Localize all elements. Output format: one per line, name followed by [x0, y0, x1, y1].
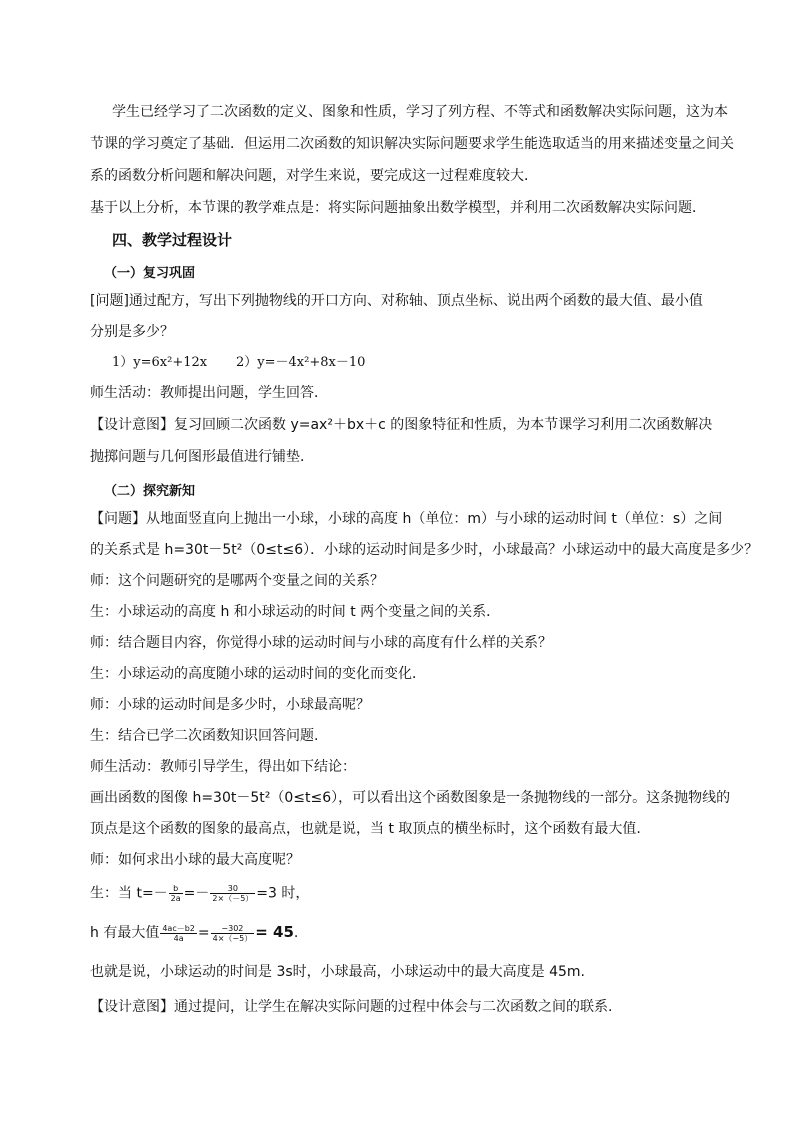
paragraph-line: 【设计意图】复习回顾二次函数 y=ax²＋bx＋c 的图象特征和性质，为本节课学习利用二次函数解决 [90, 417, 713, 433]
formula-text: . [293, 925, 299, 941]
formula-text: =－ [183, 885, 210, 902]
dialogue-line: 师：结合题目内容，你觉得小球的运动时间与小球的高度有什么样的关系？ [90, 635, 552, 651]
subsection-heading: （一）复习巩固 [104, 266, 196, 281]
formula-text: =3 时， [256, 885, 310, 902]
fraction [169, 884, 183, 903]
formula-line-h [90, 923, 710, 943]
fraction [210, 884, 255, 903]
dialogue-line: 师：这个问题研究的是哪两个变量之间的关系？ [90, 573, 384, 589]
paragraph-line: 的关系式是 h=30t－5t²（0≤t≤6）．小球的运动时间是多少时，小球最高？小球运动中的最大高度是多少？ [90, 542, 759, 558]
fraction-numerator: b [169, 884, 183, 894]
paragraph-line: 【设计意图】通过提问，让学生在解决实际问题的过程中体会与二次函数之间的联系. [90, 999, 613, 1015]
formula-text: h 有最大值 [90, 925, 160, 941]
exercise-1: 1）y=6x²+12x [112, 355, 208, 370]
paragraph-line: [问题]通过配方，写出下列抛物线的开口方向、对称轴、顶点坐标、说出两个函数的最大值、最小值 [90, 293, 703, 309]
paragraph-line: 学生已经学习了二次函数的定义、图象和性质，学习了列方程、不等式和函数解决实际问题，这为本 [112, 104, 728, 120]
paragraph-line: 画出函数的图像 h=30t－5t²（0≤t≤6），可以看出这个函数图象是一条抛物线的一部分。这条抛物线的 [90, 790, 731, 806]
formula-text: 生：当 t=－ [90, 885, 168, 902]
paragraph-line: 师生活动：教师引导学生，得出如下结论： [90, 759, 356, 775]
section-heading: 四、教学过程设计 [112, 231, 233, 249]
fraction-denominator: 2a [170, 894, 181, 903]
paragraph-line: 节课的学习奠定了基础．但运用二次函数的知识解决实际问题要求学生能选取适当的用来描述变量之间关 [90, 136, 734, 152]
fraction-denominator: 4a [173, 933, 184, 943]
paragraph-line: 系的函数分析问题和解决问题，对学生来说，要完成这一过程难度较大． [90, 168, 538, 184]
fraction [211, 924, 255, 943]
dialogue-line: 师：小球的运动时间是多少时，小球最高呢？ [90, 697, 370, 713]
paragraph-line: 基于以上分析，本节课的教学难点是：将实际问题抽象出数学模型，并利用二次函数解决实际问题． [90, 200, 706, 216]
fraction [160, 924, 197, 943]
fraction-denominator: 2×（－5） [212, 894, 254, 903]
paragraph-line: 【问题】从地面竖直向上抛出一小球，小球的高度 h（单位：m）与小球的运动时间 t（单位：s）之间 [90, 511, 723, 527]
formula-result: = 45 [255, 923, 294, 941]
paragraph-line: 分别是多少？ [90, 324, 174, 340]
dialogue-line: 师：如何求出小球的最大高度呢？ [90, 852, 300, 868]
fraction-numerator: −302 [211, 924, 255, 934]
fraction-numerator: 4ac－b2 [162, 923, 195, 933]
exercise-2: 2）y=－4x²+8x－10 [236, 355, 366, 370]
formula-line-t [90, 884, 710, 903]
subsection-heading: （二）探究新知 [104, 484, 196, 499]
paragraph-line: 抛掷问题与几何图形最值进行铺垫． [90, 449, 314, 465]
fraction-denominator: 4×（−5） [212, 933, 253, 943]
dialogue-line: 生：小球运动的高度随小球的运动时间的变化而变化． [90, 666, 426, 682]
paragraph-line: 顶点是这个函数的图象的最高点，也就是说，当 t 取顶点的横坐标时，这个函数有最大值. [90, 821, 641, 837]
formula-text: = [197, 925, 210, 941]
dialogue-line: 生：结合已学二次函数知识回答问题. [90, 728, 319, 744]
paragraph-line: 师生活动：教师提出问题，学生回答． [90, 385, 328, 401]
dialogue-line: 生：小球运动的高度 h 和小球运动的时间 t 两个变量之间的关系． [90, 604, 501, 620]
paragraph-line: 也就是说，小球运动的时间是 3s时，小球最高，小球运动中的最大高度是 45m. [90, 964, 586, 980]
fraction-numerator: 30 [210, 884, 255, 894]
